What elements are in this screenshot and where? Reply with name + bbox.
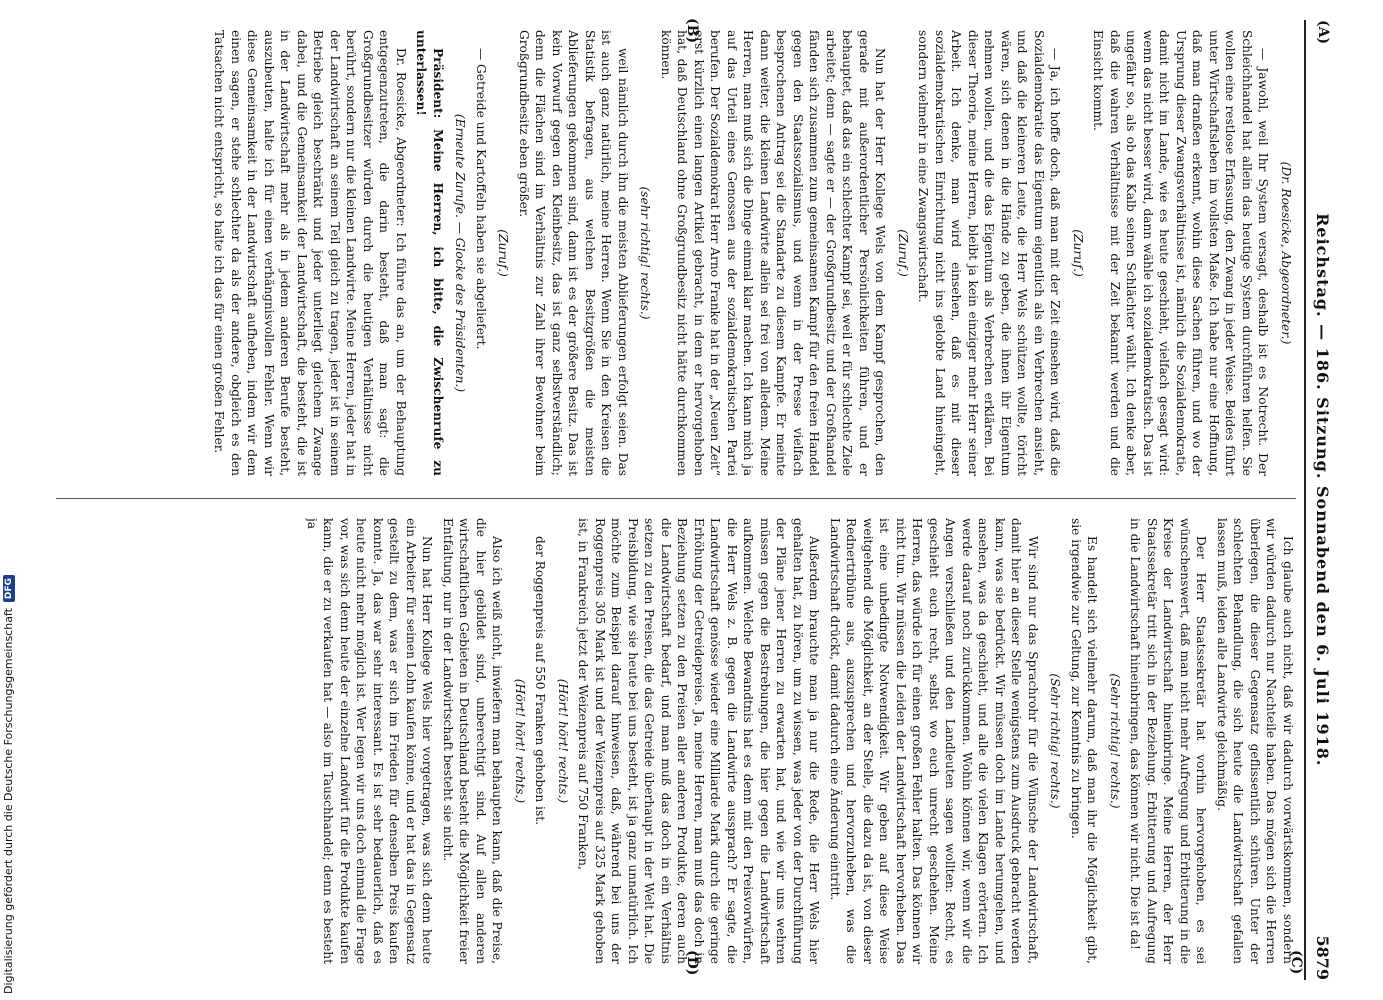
paragraph: Nun hat der Herr Kollege Wels von dem Kampf gesprochen, den gerade mit außerordentlicher Persönlichkeiten führen, und er behauptet, daß das ein schlechter Kampf sei, weil er für schlechte Ziele arbeitet; denn — sagte er — der Großgrundbesitz und der Großhandel fänden sich zusammen zum gemeinsamen Kampf für den freien Handel gegen den Staatssozialismus, und wenn in der Presse vielfach besprochenen Antrag sei die Standarte zu diesem Kampfe. Er meinte dann weiter, die kleinen Landwirte allein sei frei von alledem. Meine Herren, man muß sich die Dinge einmal klar machen. Ich kann mich ja auf das Urteil eines Genossen aus der sozialdemokratischen Partei berufen. Der Sozialdemokrat Herr Arno Franke hat in der „Neuen Zeit“ erst kürzlich einen langen Artikel gebracht, in dem er hervorgehoben hat, daß Deutschland ohne Großgrundbesitz nicht hätte durchkommen können. bbox=[659, 30, 888, 476]
left-column bbox=[56, 30, 1296, 476]
president-remark: Präsident: Meine Herren, ich bitte, die Zwischenrufe zu unterlassen! bbox=[414, 30, 445, 476]
margin-letter-a: (A) bbox=[1315, 20, 1331, 45]
paragraph: Es handelt sich vielmehr darum, daß man ihr die Möglichkeit gibt, sie irgendwie zur Geltung, zur Kenntnis zu bringen. bbox=[1069, 518, 1100, 964]
interjection: (Hört! hört! rechts.) bbox=[513, 678, 527, 804]
paragraph: Dr. Roesicke, Abgeordneter: Ich führe das an, um der Behauptung entgegenzutreten, die darin besteht, daß man sagt: die Großgrundbesitzer würden durch die heutigen Verhältnisse nicht berührt, sondern nur die kleinen Landwirte. Meine Herren, jeder hat in der Landwirtschaft an seinem Teil gleich zu tragen, jeder ist in seinem Betriebe gleich beschränkt und jeder unterliegt gleichem Zwange dabei, und die Gemeinsamkeit der Landwirtschaft, die besteht, die ist in der Landwirtschaft mehr als in jedem anderen Berufe besteht, auszubeuten, halte ich für einen verhängnisvollen Fehler. Wenn wir diese Gemeinsamkeit in der Landwirtschaft aufheben, indem wir dem einen sagen, er stehe schlechter da als der andere, obgleich es den Tatsachen nicht entspricht, so halte ich das für einen großen Fehler. bbox=[212, 30, 408, 476]
paragraph: — Getreide und Kartoffeln haben sie abgeliefert. bbox=[474, 48, 488, 350]
margin-letter-d: (D) bbox=[684, 950, 700, 976]
paragraph: weil nämlich durch ihn die meisten Ablieferungen erfolgt seien. Das ist auch ganz natürlich, meine Herren. Wenn Sie in den Kreisen die Statistik befragen, aus welchen Besitzgrößen die meisten Ablieferungen gekommen sind, dann ist es der größere Besitz. Das ist kein Vorwurf gegen den Kleinbesitz, das ist ganz selbstverständlich; denn die Flächen sind im Verhältnis zur Zahl ihrer Bewohner beim Großgrundbesitz eben größer. bbox=[517, 30, 630, 476]
margin-letter-b: (B) bbox=[684, 18, 700, 44]
page-header bbox=[1304, 20, 1340, 980]
paragraph: Außerdem brauchte man ja nur die Rede, die Herr Wels hier gehalten hat, zu hören, um zu wissen, was jeder von der Durchführung der Pläne jener Herren zu erwarten hat, und wie wir uns wehren müssen gegen die Bestrebungen, die hier gegen die Landwirtschaft aufkommen. Welche Bewandtnis hat es denn mit den Preisvorwürfen, die Herr Wels z. B. gegen die Landwirte aussprach? Er sagte, die Landwirtschaft genösse wieder eine Milliarde Mark durch die geringe Erhöhung der Getreidepreise. Ja, meine Herren, man muß das doch in Beziehung setzen zu den Preisen aller anderen Produkte, deren auch die Landwirtschaft bedarf, und man muß das doch in ein Verhältnis setzen zu den Preisen, die das Getreide überhaupt in der Welt hat. Die Preisbildung, wie sie heute bei uns besteht, ist ja ganz unnatürlich. Ich möchte zum Beispiel darauf hinweisen, daß, während bei uns der Roggenpreis 305 Mark ist und der Weizenpreis auf 325 Mark gehoben ist, in Frankreich jetzt der Weizenpreis auf 750 Franken, bbox=[576, 518, 822, 964]
paragraph: Wir sind nur das Sprachrohr für die Wünsche der Landwirtschaft, damit hier an dieser Stelle wenigstens zum Ausdruck gebracht werden kann, was sie bedrückt. Wir müssen doch im Lande herumgehen, und ansehen, was da geschieht, und alle die vielen Klagen erörtern. Ich werde darauf noch zurückkommen. Wohin können wir, wenn wir die Angen verschließen und den Landleuten sagen wollten: Recht, es geschieht euch recht, selbst wo euch unrecht geschehen. Meine Herren, das würde ich für einen großen Fehler halten. Das können wir nicht tun. Wir müssen die Leiden der Landwirtschaft hervorheben. Das ist eine unbedingte Notwendigkeit. Wir geben auf diese Weise weitgehend die Möglichkeit, an der Stelle, die dazu da ist, von dieser Rednertribüne aus, auszusprechen und hervorzuheben, was die Landwirtschaft drückt, damit dadurch eine Änderung eintritt. bbox=[828, 518, 1040, 964]
paragraph: — Jawohl, weil Ihr System versagt, deshalb ist es Notrecht. Der Schleichhandel hat allein das heutige System durchführen helfen. Sie wollen eine restlose Erfassung, den Zwang in jeder Weise. Beides führt unter Wirtschaftsleben im vollsten Maße. Ich habe nur eine Hoffnung, daß man dranßen erkennt, wohin diese Sachen führen, und wo der Ursprung dieser Zwangsverhältnisse ist, nämlich die Sozialdemokratie, damit nicht im Lande, wie es heute geschieht, vielfach gesagt wird: wenn das nicht besser wird, dann wähle ich sozialdemokratisch. Das ist ungefähr so, als ob das Kalb seinen Schlächter wählt. Ich denke aber, daß die wahren Verhältnisse mit der Zeit bekannt werden und die Einsicht kommt. bbox=[1091, 30, 1271, 476]
digitization-credit bbox=[2, 575, 15, 994]
interjection: (Zuruf.) bbox=[1071, 229, 1085, 277]
page-number: 5879 bbox=[1313, 935, 1333, 980]
paragraph: Der Herr Staatssekretär hat vorhin hervorgehoben, es sei wünschenswert, daß man nicht mehr Aufregung und Erbitterung in die Kreise der Landwirtschaft hineinbringe. Meine Herren, der Herr Staatssekretär tritt sich in der Beziehung. Erbitterung und Aufregung in die Landwirtschaft hineinbringen, das können wir nicht. Die ist da! bbox=[1128, 518, 1209, 964]
interjection: (sehr richtig! rechts.) bbox=[638, 186, 653, 320]
interjection: (Sehr richtig! rechts.) bbox=[1048, 673, 1063, 809]
speaker-reference: (Dr. Roesicke, Abgeordneter.) bbox=[1279, 161, 1293, 345]
interjection: (Hört! hört! rechts.) bbox=[556, 678, 570, 804]
column-divider bbox=[56, 498, 1296, 499]
interjection: (Sehr richtig! rechts.) bbox=[1108, 673, 1122, 809]
paragraph: Nun hat Herr Kollege Wels hier vorgetragen, was sich denn heute ein Arbeiter für seinen Lohn kaufen könne, und er hat das in Gegensatz gestellt zu dem, was er sich im Frieden für denselben Preis kaufen konnte. Ja, das war sehr interessant. Es ist sehr bedauerlich, daß es heute nicht mehr möglich ist. Wer legen wir uns doch einmal die Frage vor, was sich denn heute der einzelne Landwirt für die Produkte kaufen kann, die er zu verkaufen hat — also im Tauschhandel; denn es besteht ja bbox=[305, 518, 435, 964]
paragraph: Ich glaube auch nicht, daß wir dadurch vorwärtskommen, sondern wir würden dadurch nur Nachteile haben. Das mögen sich die Herren überlegen, die dieser Gegensatz geflissentlich schüren. Unter der schlechten Behandlung, die sich heute die Landwirtschaft gefallen lassen muß, leiden alle Landwirte gleichmäßig. bbox=[1215, 518, 1295, 964]
credit-text: Digitalisierung gefördert durch die Deutsche Forschungsgemeinschaft bbox=[2, 608, 15, 994]
interjection: (Zuruf.) bbox=[896, 229, 910, 277]
paragraph: — Ja, ich hoffe doch, daß man mit der Zeit einsehen wird, daß die Sozialdemokratie das Eigentum eigentlich als ein Verbrechen ansieht, und daß die kleineren Leute, die Herr Wels schützen wollte, töricht wären, sich denen in die Hände zu geben, die ihnen ihr Eigentum nehmen wollen, und die das Eigentum als Verbrechen erklären. Bei dieser Theorie, meine Herren, bleibt ja kein einziger mehr Herr seiner Arbeit. Ich denke, man wird einsehen, daß es mit dieser sozialdemokratischen Einrichtung nicht ins gelobte Land hineingeht, sondern vielmehr in eine Zwangswirtschaft. bbox=[916, 30, 1063, 476]
paragraph: der Roggenpreis auf 550 Franken gehoben ist. bbox=[533, 536, 548, 825]
margin-letter-c: (C) bbox=[1288, 950, 1304, 975]
interjection: (Erneute Zurufe. — Glocke des Präsidenten.) bbox=[453, 113, 468, 393]
page-title: Reichstag. — 186. Sitzung. Sonnabend den 6. Juli 1918. bbox=[1313, 213, 1333, 767]
paragraph: Also ich weiß nicht, inwiefern man behaupten kann, daß die Preise, die hier gebildet sind, unberechtigt sind. Auf allen anderen wirtschaftlichen Gebieten in Deutschland besteht die Möglichkeit freier Entfaltung, nur in der Landwirtschaft besteht sie nicht. bbox=[441, 518, 505, 964]
interjection: (Zuruf.) bbox=[496, 229, 511, 277]
dfg-logo: DFG bbox=[3, 575, 15, 602]
rotated-page-content bbox=[50, 20, 1340, 980]
right-column bbox=[56, 518, 1296, 964]
